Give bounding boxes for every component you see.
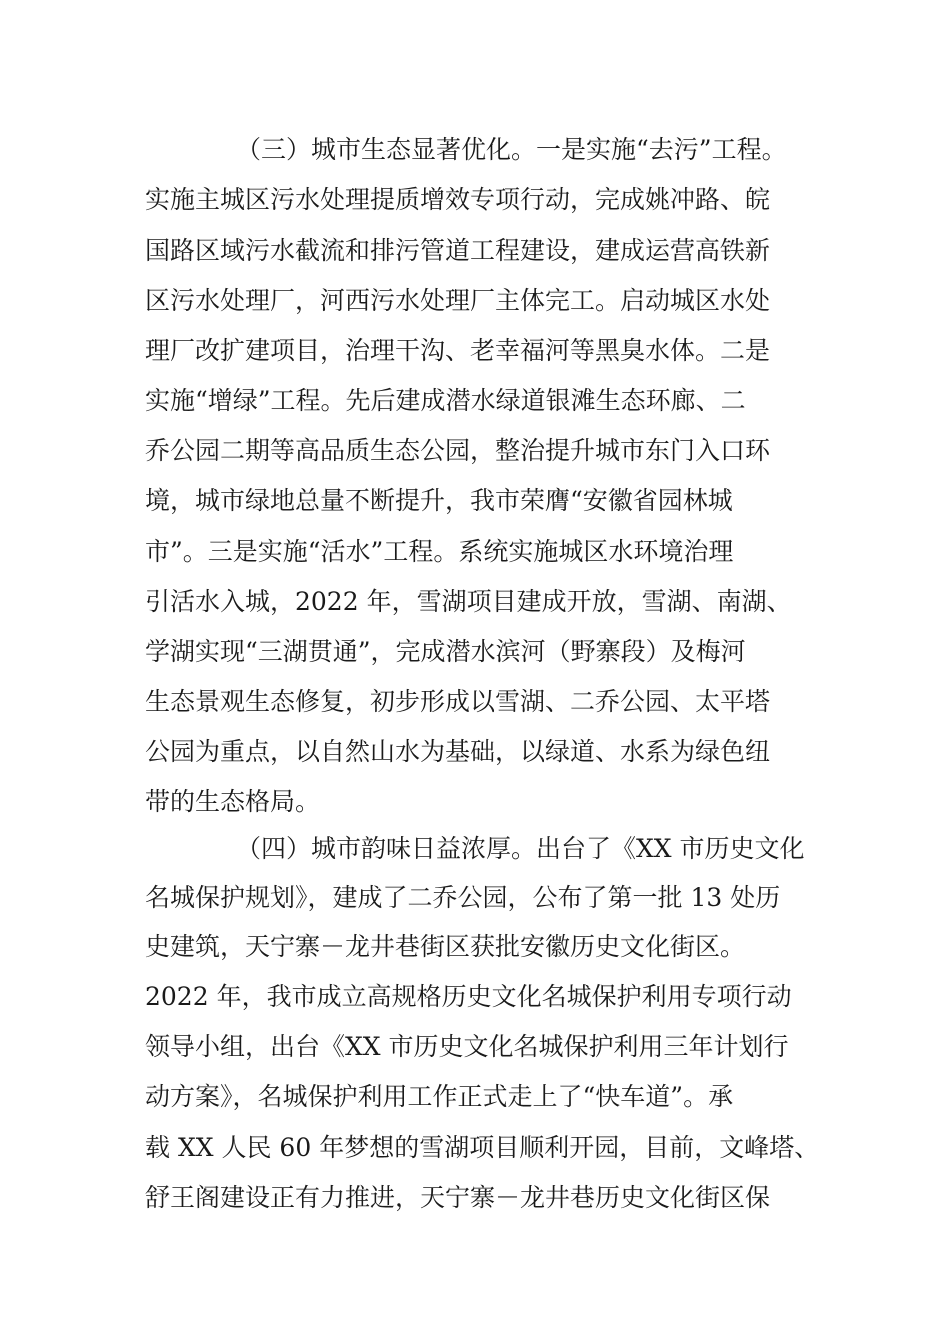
paragraph-4-line-4: 2022 年，我市成立高规格历史文化名城保护利用专项行动 bbox=[145, 982, 792, 1011]
paragraph-3-line-12: 生态景观生态修复，初步形成以雪湖、二乔公园、太平塔 bbox=[145, 687, 771, 716]
paragraph-4-line-8: 舒王阁建设正有力推进，天宁寨－龙井巷历史文化街区保 bbox=[145, 1183, 771, 1212]
paragraph-4-line-2: 名城保护规划》，建成了二乔公园，公布了第一批 13 处历 bbox=[145, 883, 781, 912]
paragraph-3-line-4: 区污水处理厂，河西污水处理厂主体完工。启动城区水处 bbox=[145, 286, 771, 315]
paragraph-3-line-11: 学湖实现“三湖贯通”，完成潜水滨河（野寨段）及梅河 bbox=[145, 637, 746, 666]
paragraph-3-line-10: 引活水入城，2022 年，雪湖项目建成开放，雪湖、南湖、 bbox=[145, 587, 792, 616]
paragraph-4-line-6: 动方案》，名城保护利用工作正式走上了“快车道”。承 bbox=[145, 1082, 734, 1111]
paragraph-4-line-1: （四）城市韵味日益浓厚。出台了《XX 市历史文化 bbox=[236, 834, 805, 863]
paragraph-3-line-13: 公园为重点，以自然山水为基础，以绿道、水系为绿色纽 bbox=[145, 737, 771, 766]
paragraph-3-line-1: （三）城市生态显著优化。一是实施“去污”工程。 bbox=[236, 135, 787, 164]
paragraph-3-line-5: 理厂改扩建项目，治理干沟、老幸福河等黑臭水体。二是 bbox=[145, 336, 771, 365]
paragraph-3-line-7: 乔公园二期等高品质生态公园，整治提升城市东门入口环 bbox=[145, 436, 771, 465]
paragraph-3-line-9: 市”。三是实施“活水”工程。系统实施城区水环境治理 bbox=[145, 537, 734, 566]
paragraph-3-line-14: 带的生态格局。 bbox=[145, 787, 321, 816]
paragraph-4-line-5: 领导小组，出台《XX 市历史文化名城保护利用三年计划行 bbox=[145, 1032, 789, 1061]
paragraph-3-line-6: 实施“增绿”工程。先后建成潜水绿道银滩生态环廊、二 bbox=[145, 386, 746, 415]
paragraph-3-line-2: 实施主城区污水处理提质增效专项行动，完成姚冲路、皖 bbox=[145, 185, 771, 214]
paragraph-4-line-3: 史建筑，天宁寨－龙井巷街区获批安徽历史文化街区。 bbox=[145, 932, 746, 961]
paragraph-3-line-3: 国路区域污水截流和排污管道工程建设，建成运营高铁新 bbox=[145, 236, 771, 265]
paragraph-3-line-8: 境，城市绿地总量不断提升，我市荣膺“安徽省园林城 bbox=[145, 486, 733, 515]
paragraph-4-line-7: 载 XX 人民 60 年梦想的雪湖项目顺利开园，目前，文峰塔、 bbox=[145, 1133, 820, 1162]
